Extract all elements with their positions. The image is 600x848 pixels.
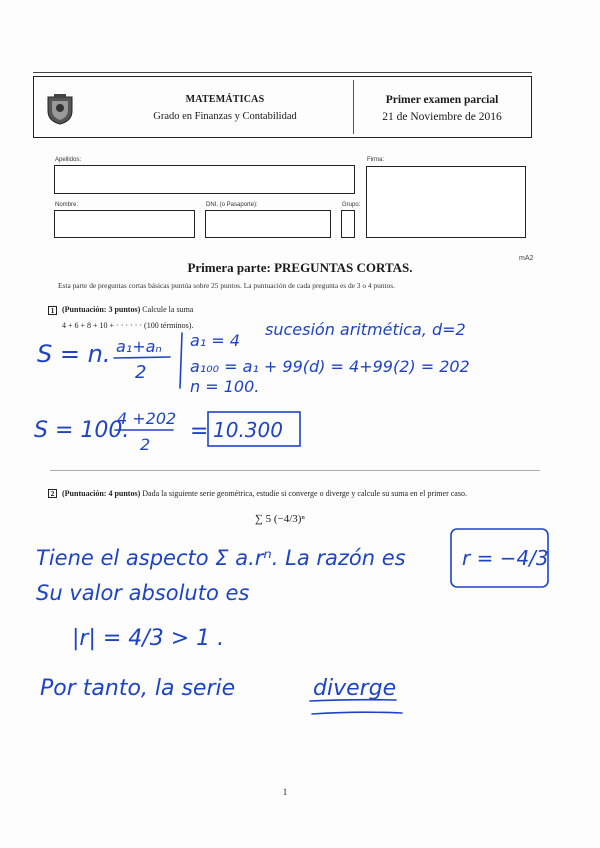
- hw-q2-line-3: |r| = 4/3 > 1 .: [72, 626, 225, 651]
- question-2-score: (Puntuación: 4 puntos): [62, 489, 141, 498]
- question-1-series-terms: 4 + 6 + 8 + 10 + · · · · · ·: [62, 321, 143, 330]
- group-label: Grupo:: [342, 202, 361, 208]
- question-2-handwritten-answer: [0, 520, 600, 720]
- dni-field[interactable]: [205, 210, 331, 238]
- hw-ratio: r = −4/3: [462, 546, 549, 570]
- hw-sum-lhs: S = 100.: [34, 418, 130, 443]
- question-2-number: 2: [48, 489, 57, 498]
- hw-n: n = 100.: [190, 377, 260, 396]
- hw-a100: a₁₀₀ = a₁ + 99(d) = 4+99(2) = 202: [190, 357, 470, 376]
- name-field[interactable]: [54, 210, 195, 238]
- question-1-handwritten-answer: [0, 300, 600, 470]
- hw-sum-formula-lhs: S = n.: [37, 340, 111, 368]
- degree-name: Grado en Finanzas y Contabilidad: [153, 111, 297, 122]
- hw-q2-line-2: Su valor absoluto es: [36, 581, 250, 605]
- exam-version-code: mA2: [519, 255, 534, 262]
- signature-field[interactable]: [366, 166, 526, 238]
- dni-label: DNI. (o Pasaporte):: [206, 202, 258, 208]
- exam-title: Primer examen parcial: [385, 94, 499, 106]
- question-2-prompt: [62, 488, 542, 499]
- group-field[interactable]: [341, 210, 355, 238]
- question-1-text: Calcule la suma: [142, 305, 194, 314]
- hw-underline-2: [312, 712, 402, 714]
- surname-field[interactable]: [54, 165, 355, 194]
- header-top-rule: [33, 72, 532, 73]
- hw-fraction-bar: [114, 357, 170, 358]
- hw-q2-line-4: Por tanto, la serie: [40, 676, 236, 701]
- part-title: Primera parte: PREGUNTAS CORTAS.: [187, 260, 413, 275]
- hw-sum-numerator: 4 +202: [117, 409, 177, 428]
- page-number: 1: [282, 787, 288, 797]
- question-2-series-formula: ∑ 5 (−4/3)ⁿ: [255, 513, 305, 525]
- hw-q2-line-1: Tiene el aspecto Σ a.rⁿ. La razón es: [36, 546, 406, 570]
- question-1-term-count: (100 términos).: [144, 321, 194, 330]
- hw-a1: a₁ = 4: [190, 331, 240, 350]
- hw-answer: 10.300: [213, 418, 283, 442]
- university-crest-icon: [44, 93, 76, 125]
- exam-date: 21 de Noviembre de 2016: [382, 111, 502, 123]
- hw-brace: [180, 333, 182, 388]
- name-label: Nombre:: [55, 202, 79, 208]
- surname-label: Apellidos:: [55, 157, 82, 163]
- signature-label: Firma:: [367, 157, 384, 163]
- question-2-text: Dada la siguiente serie geométrica, estudie si converge o diverge y calcule su suma en el primer caso.: [142, 489, 467, 498]
- hw-sum-equals: =: [190, 419, 209, 444]
- header-divider: [353, 80, 354, 134]
- question-separator: [50, 470, 540, 471]
- part-instructions: Esta parte de preguntas cortas básicas puntúa sobre 25 puntos. La puntuación de cada pregunta es de 3 o 4 puntos.: [58, 281, 395, 290]
- header-box: [33, 76, 532, 138]
- question-1-number: 1: [48, 306, 57, 315]
- hw-note-arithmetic: sucesión aritmética, d=2: [265, 320, 466, 339]
- subject-title: MATEMÁTICAS: [185, 94, 265, 105]
- hw-sum-formula-denominator: 2: [135, 362, 147, 383]
- hw-sum-denominator: 2: [140, 435, 151, 454]
- question-1-score: (Puntuación: 3 puntos): [62, 305, 141, 314]
- hw-q2-conclusion: diverge: [313, 676, 397, 701]
- hw-sum-formula-numerator: a₁+aₙ: [116, 337, 162, 356]
